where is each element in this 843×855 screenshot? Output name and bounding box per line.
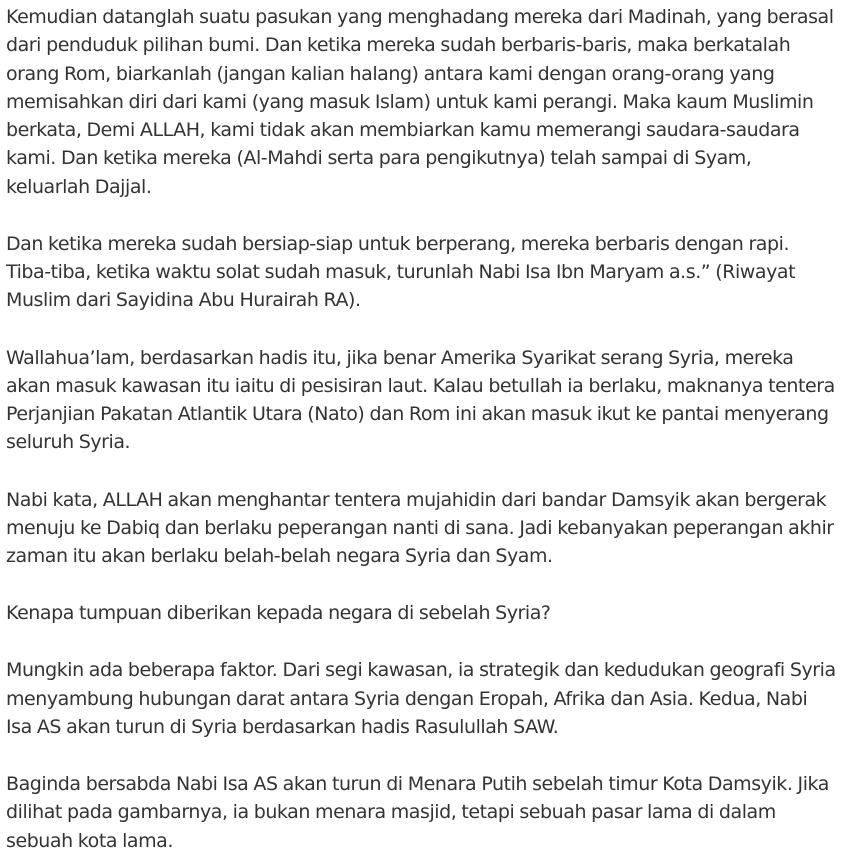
paragraph-2: Dan ketika mereka sudah bersiap-siap untuk berperang, mereka berbaris dengan rapi. Tiba-tiba, ketika waktu solat sudah masuk, turunlah Nabi Isa Ibn Maryam a.s.” (Riwayat Muslim dari Sayidina Abu Hurairah RA). [6, 232, 796, 312]
paragraph-6: Mungkin ada beberapa faktor. Dari segi kawasan, ia strategik dan kedudukan geografi Syria menyambung hubungan darat antara Syria dengan Eropah, Afrika dan Asia. Kedua, Nabi Isa AS akan turun di Syria berdasarkan hadis Rasulullah SAW. [6, 659, 836, 738]
paragraph-7: Baginda bersabda Nabi Isa AS akan turun di Menara Putih sebelah timur Kota Damsyik. Jika dilihat pada gambarnya, ia bukan menara masjid, tetapi sebuah pasar lama di dalam sebuah kota lama. [6, 773, 829, 852]
paragraph-3: Wallahua’lam, berdasarkan hadis itu, jika benar Amerika Syarikat serang Syria, mereka akan masuk kawasan itu iaitu di pesisiran laut. Kalau betullah ia berlaku, maknanya tentera Perjanjian Pakatan Atlantik Utara (Nato) dan Rom ini akan masuk ikut ke pantai menyerang seluruh Syria. [6, 346, 835, 454]
paragraph-1: Kemudian datanglah suatu pasukan yang menghadang mereka dari Madinah, yang berasal dari penduduk pilihan bumi. Dan ketika mereka sudah berbaris-baris, maka berkatalah orang Rom, biarkanlah (jangan kalian halang) antara kami dengan orang-orang yang memisahkan diri dari kami (yang masuk Islam) untuk kami perangi. Maka kaum Muslimin berkata, Demi ALLAH, kami tidak akan membiarkan kamu memerangi saudara-saudara kami. Dan ketika mereka (Al-Mahdi serta para pengikutnya) telah sampai di Syam, keluarlah Dajjal. [6, 6, 834, 198]
paragraph-4: Nabi kata, ALLAH akan menghantar tentera mujahidin dari bandar Damsyik akan bergerak menuju ke Dabiq dan berlaku peperangan nanti di sana. Jadi kebanyakan peperangan akhir zaman itu akan berlaku belah-belah negara Syria dan Syam. [6, 488, 834, 568]
article-body [6, 3, 838, 855]
paragraph-5-question: Kenapa tumpuan diberikan kepada negara di sebelah Syria? [6, 602, 551, 625]
